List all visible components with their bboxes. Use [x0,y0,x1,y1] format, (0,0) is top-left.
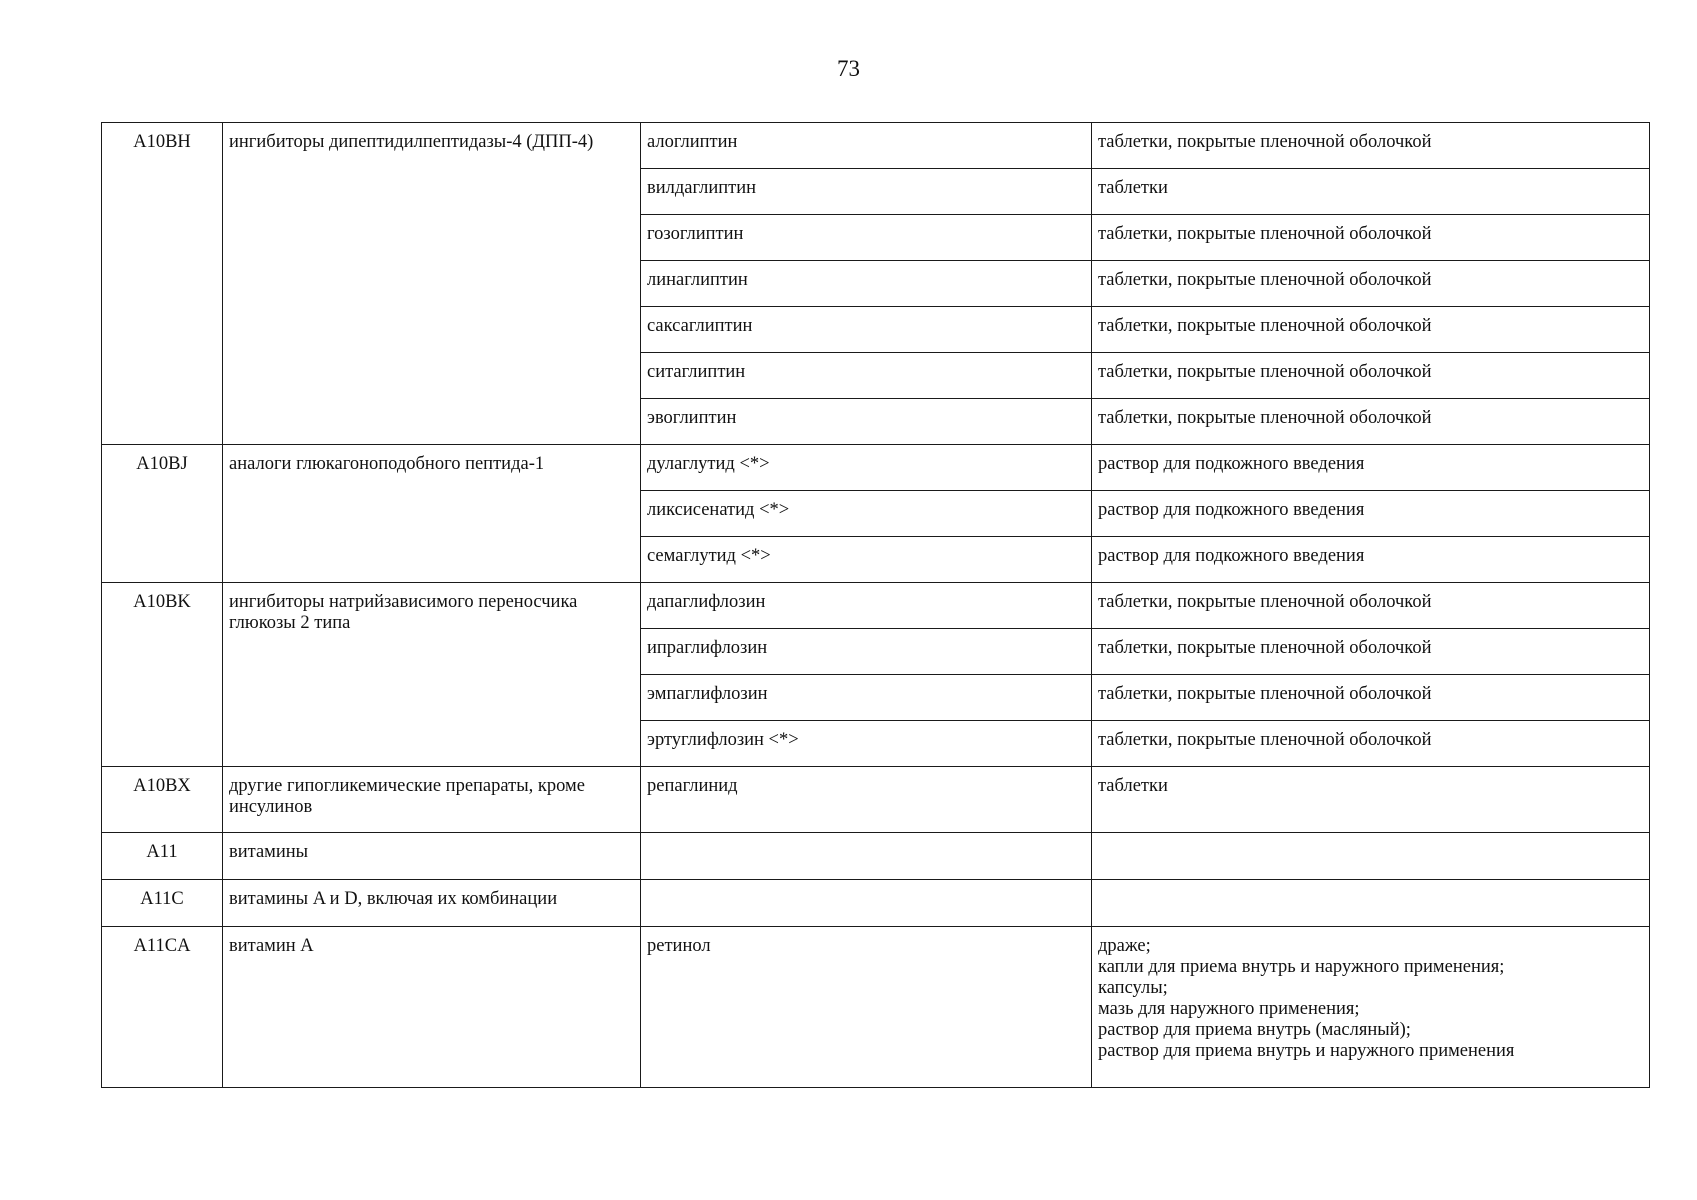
drug-name-cell: саксаглиптин [641,307,1092,353]
drug-name-cell: алоглиптин [641,123,1092,169]
group-name-cell: витамины [223,833,641,880]
dosage-form-cell [1092,927,1650,1088]
table-row [102,927,1650,1088]
dosage-form-cell: таблетки, покрытые пленочной оболочкой [1092,675,1650,721]
drug-name-cell: репаглинид [641,767,1092,833]
dosage-form-line: капли для приема внутрь и наружного применения; [1098,957,1505,977]
dosage-form-cell: таблетки [1092,767,1650,833]
dosage-form-cell: таблетки, покрытые пленочной оболочкой [1092,123,1650,169]
atc-code-cell: A11CA [102,927,223,1088]
dosage-form-line: раствор для приема внутрь и наружного применения [1098,1041,1515,1061]
group-name-cell: витамин A [223,927,641,1088]
drug-name-cell: ситаглиптин [641,353,1092,399]
atc-code-cell: A11 [102,833,223,880]
drug-name-cell: ретинол [641,927,1092,1088]
drug-name-cell: гозоглиптин [641,215,1092,261]
dosage-form-cell: таблетки, покрытые пленочной оболочкой [1092,629,1650,675]
drug-name-cell: дапаглифлозин [641,583,1092,629]
dosage-form-cell: таблетки, покрытые пленочной оболочкой [1092,307,1650,353]
dosage-form-cell: таблетки, покрытые пленочной оболочкой [1092,583,1650,629]
drug-name-cell: эвоглиптин [641,399,1092,445]
group-name-cell: ингибиторы натрийзависимого переносчика глюкозы 2 типа [223,583,641,767]
drug-name-cell [641,880,1092,927]
dosage-form-cell: раствор для подкожного введения [1092,537,1650,583]
table-row [102,767,1650,833]
drug-name-cell: ликсисенатид <*> [641,491,1092,537]
table-row [102,445,1650,491]
dosage-form-cell: таблетки, покрытые пленочной оболочкой [1092,353,1650,399]
dosage-form-line: драже; [1098,936,1151,956]
dosage-form-line: раствор для приема внутрь (масляный); [1098,1020,1411,1040]
drug-name-cell [641,833,1092,880]
table-row [102,880,1650,927]
drug-name-cell: эмпаглифлозин [641,675,1092,721]
page-number: 73 [837,56,860,81]
table-row [102,833,1650,880]
drug-name-cell: семаглутид <*> [641,537,1092,583]
atc-code-cell: A10BH [102,123,223,445]
atc-code-cell: A10BK [102,583,223,767]
dosage-form-line: мазь для наружного применения; [1098,999,1360,1019]
drug-name-cell: линаглиптин [641,261,1092,307]
group-name-cell: витамины A и D, включая их комбинации [223,880,641,927]
table-row [102,583,1650,629]
dosage-form-cell: раствор для подкожного введения [1092,491,1650,537]
dosage-form-cell: таблетки, покрытые пленочной оболочкой [1092,399,1650,445]
dosage-form-cell [1092,880,1650,927]
atc-code-cell: A10BJ [102,445,223,583]
group-name-cell: другие гипогликемические препараты, кроме инсулинов [223,767,641,833]
drug-name-cell: эртуглифлозин <*> [641,721,1092,767]
drug-name-cell: вилдаглиптин [641,169,1092,215]
dosage-form-line: капсулы; [1098,978,1168,998]
drug-name-cell: дулаглутид <*> [641,445,1092,491]
drug-name-cell: ипраглифлозин [641,629,1092,675]
group-name-cell: аналоги глюкагоноподобного пептида-1 [223,445,641,583]
dosage-form-cell: таблетки [1092,169,1650,215]
dosage-form-cell: раствор для подкожного введения [1092,445,1650,491]
atc-code-cell: A11C [102,880,223,927]
dosage-form-cell [1092,833,1650,880]
dosage-form-cell: таблетки, покрытые пленочной оболочкой [1092,721,1650,767]
table-row [102,123,1650,169]
drug-list-table [101,122,1650,1088]
dosage-form-cell: таблетки, покрытые пленочной оболочкой [1092,261,1650,307]
dosage-form-cell: таблетки, покрытые пленочной оболочкой [1092,215,1650,261]
atc-code-cell: A10BX [102,767,223,833]
group-name-cell: ингибиторы дипептидилпептидазы-4 (ДПП-4) [223,123,641,445]
